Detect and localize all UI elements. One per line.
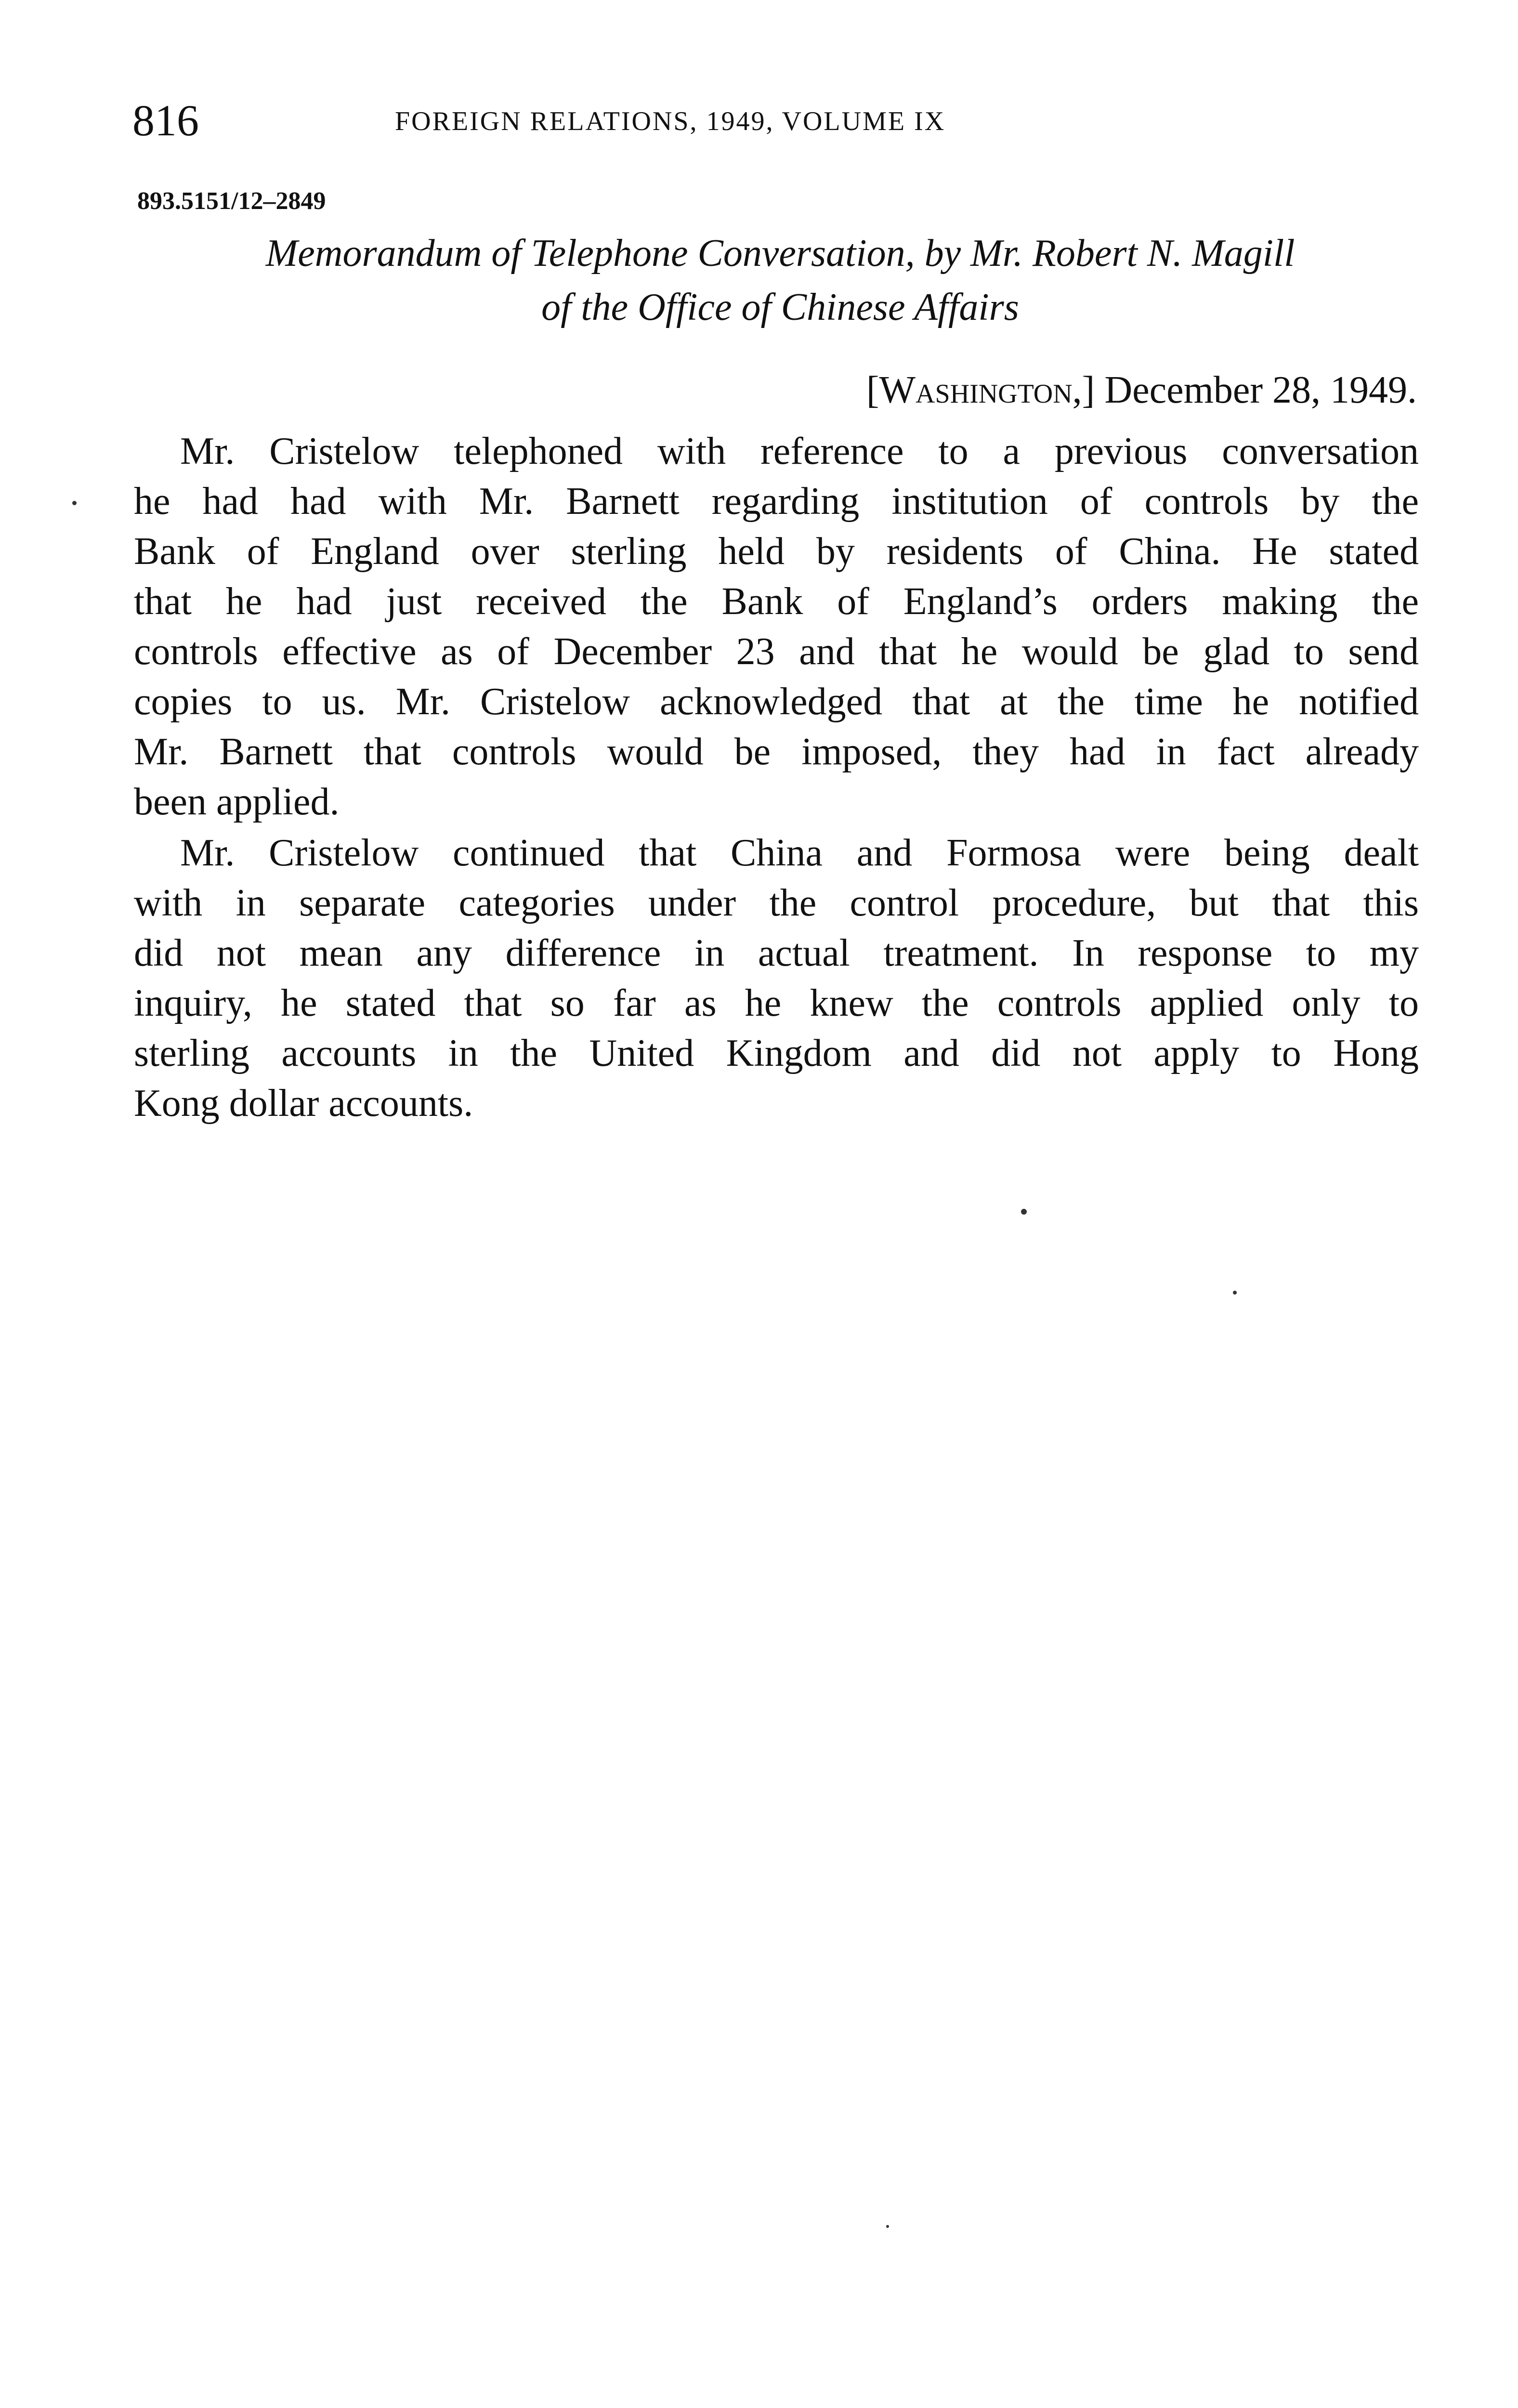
dateline-date: December 28, 1949. [1104, 369, 1417, 411]
file-number: 893.5151/12–2849 [137, 187, 326, 215]
text-line: Bank of England over sterling held by residents of China. He stated [134, 530, 1419, 573]
text-line: sterling accounts in the United Kingdom and did not apply to Hong [134, 1032, 1419, 1074]
text-line: Mr. Barnett that controls would be imposed, they had in fact already [134, 731, 1419, 773]
text-line: with in separate categories under the control procedure, but that this [134, 882, 1419, 924]
document-title [140, 226, 1421, 334]
page-number: 816 [132, 96, 199, 145]
scan-speck [1021, 1209, 1027, 1215]
paragraph [134, 426, 1419, 827]
running-title: FOREIGN RELATIONS, 1949, VOLUME IX [395, 106, 946, 136]
title-line: Memorandum of Telephone Conversation, by Mr. Robert N. Magill [265, 232, 1295, 275]
running-head [132, 92, 1418, 149]
text-line: controls effective as of December 23 and that he would be glad to send [134, 630, 1419, 673]
scan-speck [886, 2225, 889, 2228]
dateline-place: [Washington,] [866, 369, 1095, 411]
text-line: that he had just received the Bank of England’s orders making the [134, 580, 1419, 623]
dateline [866, 366, 1417, 414]
paragraph [134, 828, 1419, 1128]
text-line: Kong dollar accounts. [134, 1082, 473, 1125]
text-line: he had had with Mr. Barnett regarding institution of controls by the [134, 480, 1419, 523]
text-line: copies to us. Mr. Cristelow acknowledged that at the time he notified [134, 681, 1419, 723]
scan-speck [72, 501, 77, 505]
title-line: of the Office of Chinese Affairs [541, 286, 1019, 328]
text-line: inquiry, he stated that so far as he knew the controls applied only to [134, 982, 1419, 1024]
text-line: did not mean any difference in actual treatment. In response to my [134, 932, 1419, 974]
text-line: Mr. Cristelow continued that China and Formosa were being dealt [180, 832, 1419, 874]
scan-speck [1233, 1291, 1237, 1295]
text-line: been applied. [134, 781, 340, 823]
text-line: Mr. Cristelow telephoned with reference to a previous conversation [180, 430, 1419, 472]
memorandum-body [134, 426, 1419, 1129]
